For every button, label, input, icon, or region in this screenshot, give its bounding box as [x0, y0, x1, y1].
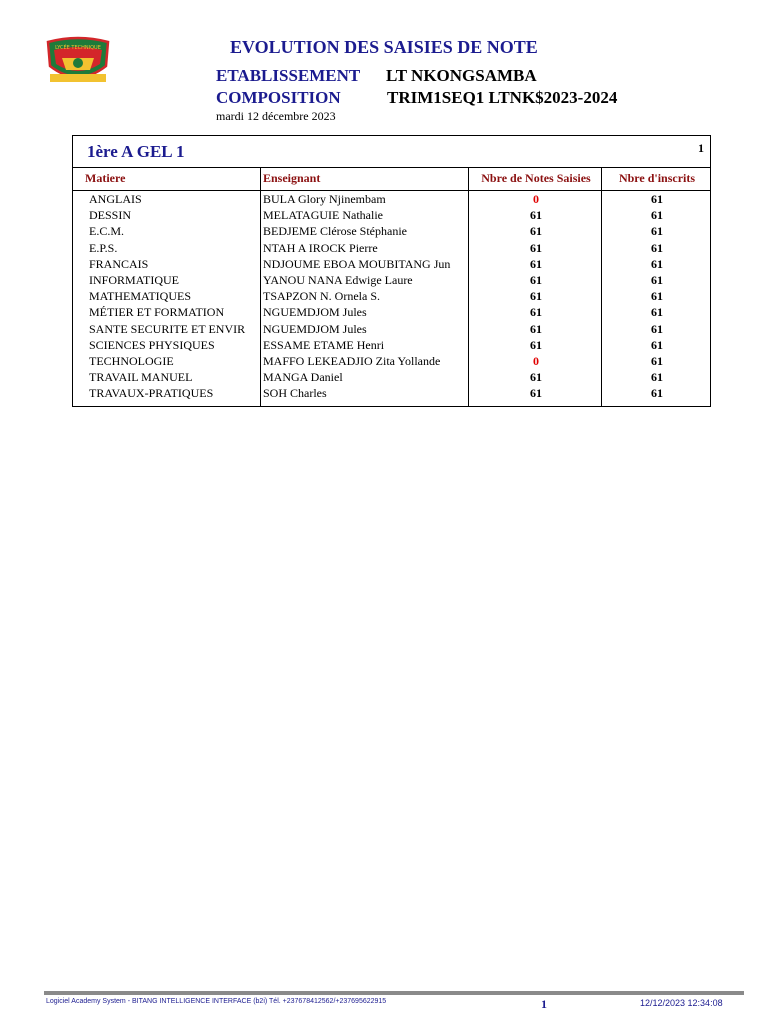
- cell-matiere: INFORMATIQUE: [89, 272, 179, 287]
- column-header-notes: Nbre de Notes Saisies: [481, 171, 591, 185]
- cell-notes-saisies: 61: [530, 240, 542, 255]
- cell-enseignant: BULA Glory Njinembam: [263, 192, 386, 206]
- cell-matiere: MÉTIER ET FORMATION: [89, 305, 225, 320]
- cell-enseignant: NDJOUME EBOA MOUBITANG Jun: [263, 256, 451, 271]
- cell-matiere: ANGLAIS: [89, 192, 142, 206]
- svg-text:LYCÉE TECHNIQUE: LYCÉE TECHNIQUE: [55, 45, 101, 51]
- footer-timestamp: 12/12/2023 12:34:08: [640, 998, 723, 1008]
- cell-enseignant: MELATAGUIE Nathalie: [263, 208, 384, 223]
- table-row: [73, 369, 710, 385]
- cell-inscrits: 61: [651, 370, 663, 385]
- report-table: [72, 135, 711, 407]
- cell-inscrits: 61: [651, 256, 663, 271]
- table-page-number: 1: [698, 141, 704, 155]
- table-row: [73, 240, 710, 256]
- cell-enseignant: TSAPZON N. Ornela S.: [263, 289, 380, 304]
- cell-enseignant: MAFFO LEKEADJIO Zita Yollande: [263, 353, 441, 368]
- footer-divider: [44, 991, 744, 995]
- cell-inscrits: 61: [651, 224, 663, 239]
- cell-matiere: TRAVAIL MANUEL: [89, 370, 193, 385]
- cell-matiere: E.C.M.: [89, 224, 125, 239]
- cell-enseignant: YANOU NANA Edwige Laure: [263, 272, 413, 287]
- table-row: [73, 288, 710, 304]
- cell-inscrits: 61: [651, 272, 663, 287]
- cell-notes-saisies: 61: [530, 386, 542, 401]
- etablissement-value: LT NKONGSAMBA: [386, 66, 537, 85]
- cell-inscrits: 61: [651, 192, 663, 206]
- column-header-enseignant: Enseignant: [263, 171, 321, 185]
- table-row: [73, 353, 710, 369]
- cell-enseignant: BEDJEME Clérose Stéphanie: [263, 224, 407, 239]
- cell-inscrits: 61: [651, 305, 663, 320]
- table-row: [73, 385, 710, 401]
- report-title: EVOLUTION DES SAISIES DE NOTE: [230, 37, 538, 57]
- cell-matiere: SANTE SECURITE ET ENVIR: [89, 321, 246, 336]
- cell-matiere: SCIENCES PHYSIQUES: [89, 337, 215, 352]
- composition-value: TRIM1SEQ1 LTNK$2023-2024: [387, 88, 618, 107]
- cell-notes-saisies: 61: [530, 208, 542, 223]
- cell-enseignant: NGUEMDJOM Jules: [263, 321, 367, 336]
- cell-enseignant: NGUEMDJOM Jules: [263, 305, 367, 320]
- cell-notes-saisies: 61: [530, 289, 542, 304]
- cell-matiere: DESSIN: [89, 208, 132, 223]
- cell-inscrits: 61: [651, 337, 663, 352]
- cell-notes-saisies: 61: [530, 305, 542, 320]
- table-row: [73, 191, 710, 207]
- table-row: [73, 321, 710, 337]
- cell-matiere: E.P.S.: [89, 240, 118, 255]
- cell-notes-saisies: 61: [530, 321, 542, 336]
- footer-software-credit: Logiciel Academy System - BITANG INTELLIGENCE INTERFACE (b2i) Tél. +237678412562/+237695622915: [46, 998, 387, 1005]
- cell-matiere: TECHNOLOGIE: [89, 353, 174, 368]
- cell-notes-saisies: 61: [530, 224, 542, 239]
- etablissement-label: ETABLISSEMENT: [216, 66, 361, 85]
- table-header: [73, 167, 710, 191]
- cell-inscrits: 61: [651, 321, 663, 336]
- table-row: [73, 223, 710, 239]
- cell-enseignant: MANGA Daniel: [263, 370, 343, 385]
- table-row: [73, 272, 710, 288]
- composition-label: COMPOSITION: [216, 88, 341, 107]
- cell-matiere: FRANCAIS: [89, 256, 149, 271]
- cell-enseignant: ESSAME ETAME Henri: [263, 337, 385, 352]
- cell-notes-saisies: 0: [533, 192, 539, 206]
- cell-inscrits: 61: [651, 289, 663, 304]
- cell-matiere: MATHEMATIQUES: [89, 289, 191, 304]
- table-row: [73, 207, 710, 223]
- cell-inscrits: 61: [651, 240, 663, 255]
- cell-matiere: TRAVAUX-PRATIQUES: [89, 386, 214, 401]
- table-row: [73, 304, 710, 320]
- cell-notes-saisies: 61: [530, 337, 542, 352]
- table-row: [73, 337, 710, 353]
- cell-notes-saisies: 0: [533, 353, 539, 368]
- cell-notes-saisies: 61: [530, 256, 542, 271]
- cell-notes-saisies: 61: [530, 370, 542, 385]
- cell-enseignant: NTAH A IROCK Pierre: [263, 240, 378, 255]
- column-header-inscrits: Nbre d'inscrits: [618, 171, 696, 185]
- cell-enseignant: SOH Charles: [263, 386, 327, 401]
- column-header-matiere: Matiere: [85, 171, 126, 185]
- footer-page-number: 1: [541, 997, 547, 1011]
- report-date: mardi 12 décembre 2023: [216, 109, 336, 123]
- cell-inscrits: 61: [651, 208, 663, 223]
- table-body: [73, 191, 710, 401]
- school-logo: [44, 36, 112, 86]
- table-row: [73, 256, 710, 272]
- class-title: 1ère A GEL 1: [87, 142, 185, 161]
- cell-inscrits: 61: [651, 353, 663, 368]
- cell-notes-saisies: 61: [530, 272, 542, 287]
- cell-inscrits: 61: [651, 386, 663, 401]
